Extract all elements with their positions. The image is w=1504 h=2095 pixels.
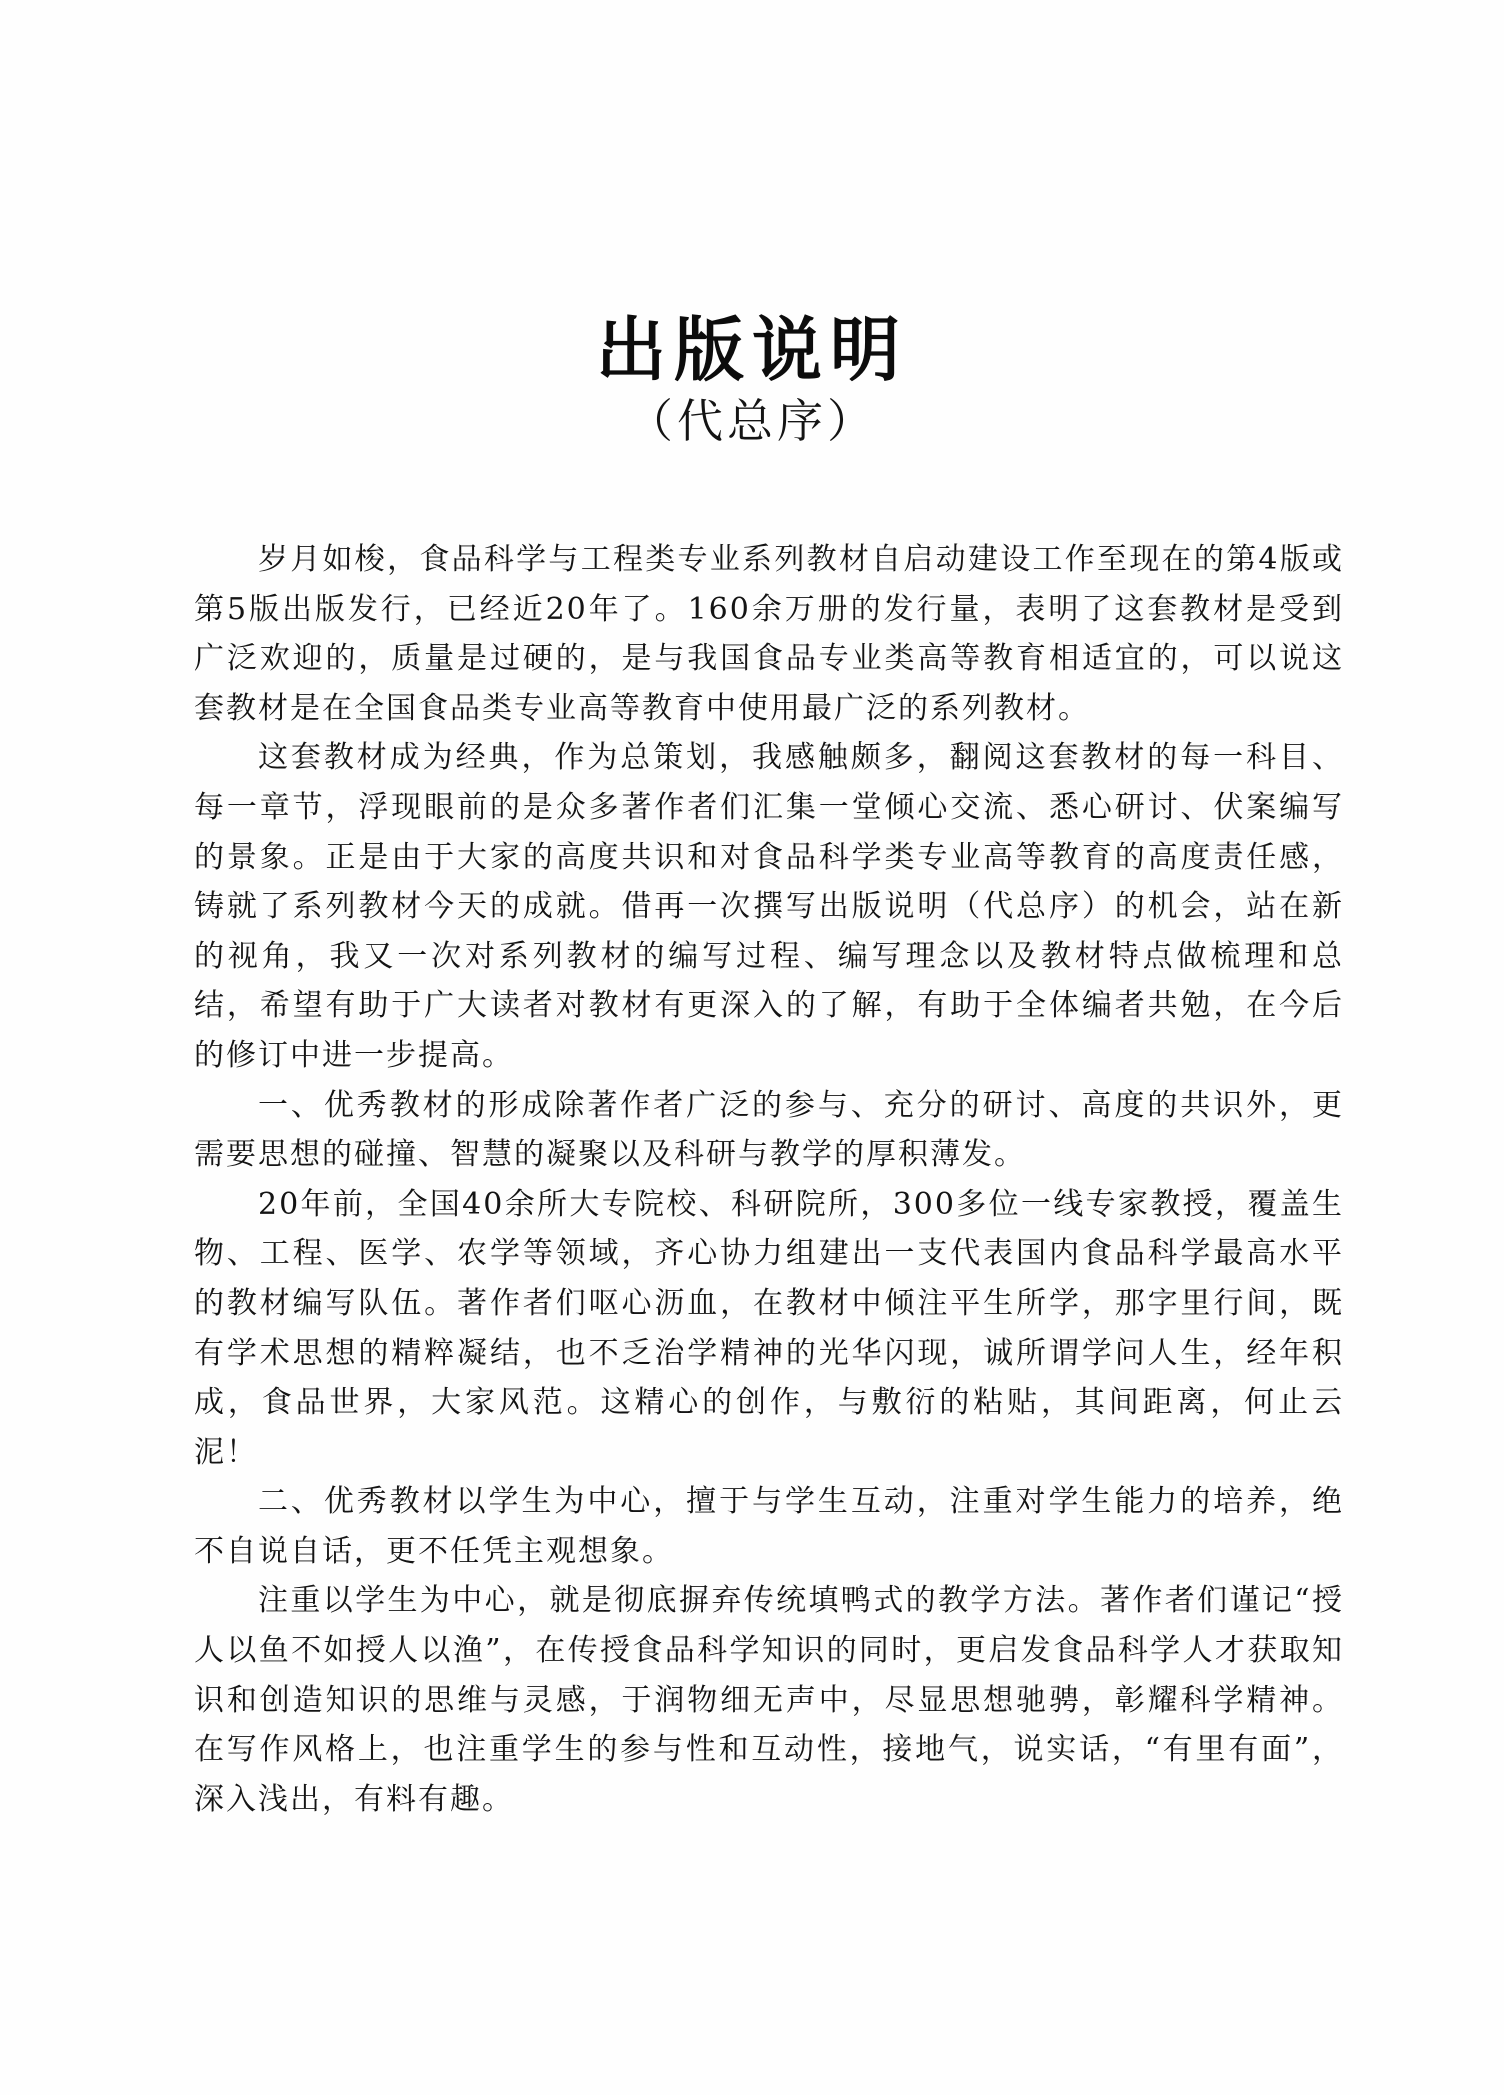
paragraph-4: 20年前，全国40余所大专院校、科研院所，300多位一线专家教授，覆盖生物、工程、医学、农学等领域，齐心协力组建出一支代表国内食品科学最高水平的教材编写队伍。著作者们呕心沥血，在教材中倾注平生所学，那字里行间，既有学术思想的精粹凝结，也不乏治学精神的光华闪现，诚所谓学问人生，经年积成，食品世界，大家风范。这精心的创作，与敷衍的粘贴，其间距离，何止云泥！ bbox=[194, 1186, 1344, 1470]
paragraph-2: 这套教材成为经典，作为总策划，我感触颇多，翻阅这套教材的每一科目、每一章节，浮现眼前的是众多著作者们汇集一堂倾心交流、悉心研讨、伏案编写的景象。正是由于大家的高度共识和对食品科学类专业高等教育的高度责任感，铸就了系列教材今天的成就。借再一次撰写出版说明（代总序）的机会，站在新的视角，我又一次对系列教材的编写过程、编写理念以及教材特点做梳理和总结，希望有助于广大读者对教材有更深入的了解，有助于全体编者共勉，在今后的修订中进一步提高。 bbox=[194, 740, 1344, 1073]
paragraph-3: 一、优秀教材的形成除著作者广泛的参与、充分的研讨、高度的共识外，更需要思想的碰撞、智慧的凝聚以及科研与教学的厚积薄发。 bbox=[194, 1087, 1344, 1173]
paragraph-6: 注重以学生为中心，就是彻底摒弃传统填鸭式的教学方法。著作者们谨记“授人以鱼不如授人以渔”，在传授食品科学知识的同时，更启发食品科学人才获取知识和创造知识的思维与灵感，于润物细无声中，尽显思想驰骋，彰耀科学精神。在写作风格上，也注重学生的参与性和互动性，接地气，说实话，“有里有面”，深入浅出，有料有趣。 bbox=[194, 1583, 1344, 1817]
page-title: 出版说明 bbox=[596, 308, 908, 391]
paragraph-5: 二、优秀教材以学生为中心，擅于与学生互动，注重对学生能力的培养，绝不自说自话，更不任凭主观想象。 bbox=[194, 1484, 1344, 1569]
page-subtitle: （代总序） bbox=[627, 394, 877, 448]
body-text bbox=[194, 535, 1344, 1824]
paragraph-1: 岁月如梭，食品科学与工程类专业系列教材自启动建设工作至现在的第4版或第5版出版发行，已经近20年了。160余万册的发行量，表明了这套教材是受到广泛欢迎的，质量是过硬的，是与我国食品专业类高等教育相适宜的，可以说这套教材是在全国食品类专业高等教育中使用最广泛的系列教材。 bbox=[194, 542, 1344, 726]
